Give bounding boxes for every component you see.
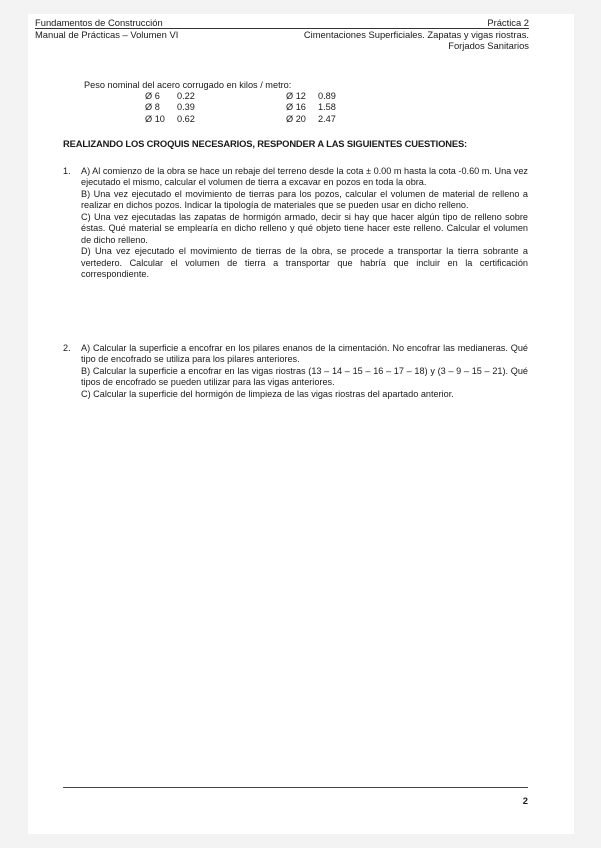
steel-weight-row: Ø 8 0.39 <box>145 102 195 113</box>
page-header <box>35 17 529 51</box>
question-part: D) Una vez ejecutado el movimiento de tierras de la obra, se procede a transportar la tierra sobrante a vertedero. Calcular el volumen de tierra a transportar que habría que incluir en la certificación correspondiente. <box>81 246 528 280</box>
steel-weight-row: Ø 6 0.22 <box>145 91 195 102</box>
practice-label: Práctica 2 <box>487 17 529 28</box>
document-page <box>28 14 574 834</box>
steel-weight-row: Ø 20 2.47 <box>286 113 336 124</box>
steel-weight-row: Ø 16 1.58 <box>286 102 336 113</box>
question-1 <box>63 166 528 281</box>
question-part: A) Calcular la superficie a encofrar en los pilares enanos de la cimentación. No encofrar las medianeras. Qué tipo de encofrado se utiliza para los pilares anteriores. <box>81 343 528 365</box>
topic-line-2: Forjados Sanitarios <box>448 40 529 51</box>
question-part: C) Una vez ejecutadas las zapatas de hormigón armado, decir si hay que hacer algún tipo de relleno sobre éstas. Qué material se emplearía en dicho relleno y qué objeto tiene hacer este relleno. Calcular el volumen de dicho relleno. <box>81 211 528 245</box>
question-part: C) Calcular la superficie del hormigón de limpieza de las vigas riostras del apartado anterior. <box>81 388 454 399</box>
question-2 <box>63 343 528 400</box>
manual-title: Manual de Prácticas – Volumen VI <box>35 29 179 40</box>
topic-line-1: Cimentaciones Superficiales. Zapatas y vigas riostras. <box>303 29 529 40</box>
steel-weights-left-column <box>145 91 195 125</box>
page-number: 2 <box>522 795 528 806</box>
steel-weight-row: Ø 12 0.89 <box>286 91 336 102</box>
steel-weight-row: Ø 10 0.62 <box>145 113 195 124</box>
course-title: Fundamentos de Construcción <box>35 17 163 28</box>
question-part: B) Calcular la superficie a encofrar en las vigas riostras (13 – 14 – 15 – 16 – 17 – 18) y (3 – 9 – 15 – 21). Qué tipos de encofrado se pueden utilizar para las vigas anteriores. <box>81 365 528 388</box>
footer-divider <box>63 787 528 788</box>
question-part: A) Al comienzo de la obra se hace un rebaje del terreno desde la cota ± 0.00 m hasta la cota -0.60 m. Una vez ejecutado el mismo, calcular el volumen de tierra a excavar en pozos en toda la obra. <box>81 166 528 188</box>
question-number: 1. <box>63 166 71 176</box>
steel-weights-table <box>84 80 336 127</box>
steel-weights-title: Peso nominal del acero corrugado en kilos / metro: <box>84 80 292 90</box>
question-number: 2. <box>63 343 71 353</box>
question-part: B) Una vez ejecutado el movimiento de tierras para los pozos, calcular el volumen de material de relleno a realizar en dichos pozos. Indicar la tipología de materiales que se pueden usar en dicho relleno. <box>81 188 528 211</box>
steel-weights-right-column <box>286 91 336 125</box>
instruction-heading: REALIZANDO LOS CROQUIS NECESARIOS, RESPONDER A LAS SIGUIENTES CUESTIONES: <box>63 138 468 149</box>
